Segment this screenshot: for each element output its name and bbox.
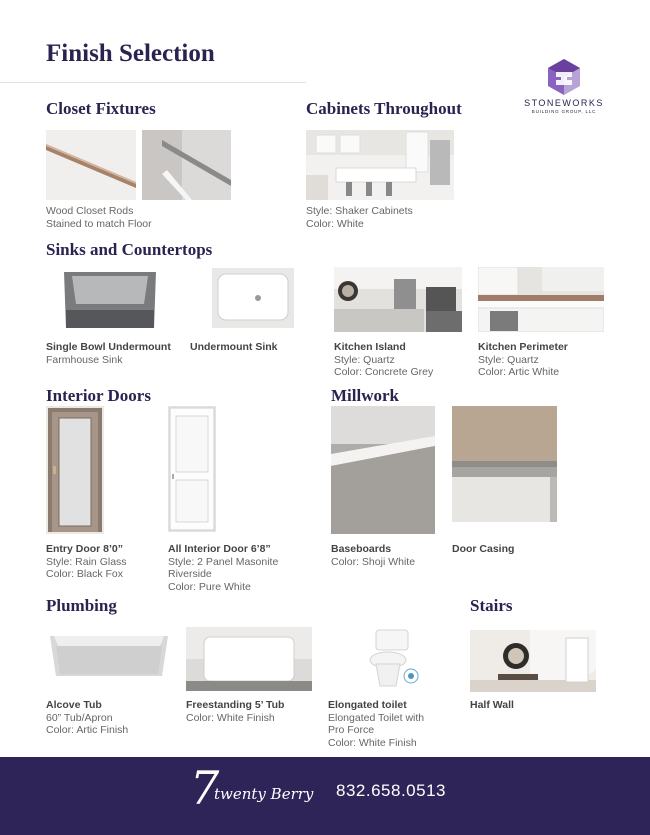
kitchen-island-image bbox=[334, 267, 462, 332]
kitchen-island-line-1: Style: Quartz bbox=[334, 353, 395, 366]
page-title: Finish Selection bbox=[46, 40, 215, 67]
closet-caption bbox=[46, 205, 152, 230]
kitchen-perimeter-line-2: Color: Artic White bbox=[478, 366, 560, 378]
toilet-line-1: Elongated Toilet with bbox=[328, 711, 425, 724]
footer-numeral: 7 bbox=[190, 761, 220, 815]
alcove-tub-line-1: 60” Tub/Apron bbox=[46, 711, 113, 724]
toilet-line-3: Color: White Finish bbox=[328, 736, 417, 749]
entry-door-caption bbox=[46, 543, 127, 581]
kitchen-perimeter-title: Kitchen Perimeter bbox=[478, 341, 568, 353]
kitchen-island-line-2: Color: Concrete Grey bbox=[334, 366, 434, 378]
farmhouse-sink-image bbox=[58, 268, 162, 332]
closet-rod-image bbox=[46, 130, 136, 200]
interior-door-image bbox=[168, 406, 216, 532]
entry-door-line-2: Color: Black Fox bbox=[46, 568, 124, 580]
logo-subtitle: BUILDING GROUP, LLC bbox=[531, 109, 597, 114]
interior-door-line-3: Color: Pure White bbox=[168, 580, 251, 593]
freestanding-tub-caption bbox=[186, 699, 284, 724]
kitchen-perimeter-line-1: Style: Quartz bbox=[478, 353, 539, 366]
logo-name: STONEWORKS bbox=[524, 98, 604, 108]
interior-door-title: All Interior Door 6’8” bbox=[168, 543, 271, 555]
section-interior-doors: Interior Doors bbox=[46, 386, 151, 405]
stoneworks-logo-mark-icon bbox=[545, 58, 583, 96]
interior-door-line-2: Riverside bbox=[168, 568, 212, 580]
alcove-tub-image bbox=[46, 632, 172, 680]
title-divider bbox=[0, 82, 306, 83]
farmhouse-sink-title: Single Bowl Undermount bbox=[46, 341, 171, 353]
half-wall-image bbox=[470, 630, 596, 692]
section-sinks-countertops: Sinks and Countertops bbox=[46, 240, 213, 259]
freestanding-tub-line-1: Color: White Finish bbox=[186, 711, 275, 724]
freestanding-tub-title: Freestanding 5’ Tub bbox=[186, 699, 285, 711]
freestanding-tub-image bbox=[186, 627, 312, 691]
kitchen-island-title: Kitchen Island bbox=[334, 341, 406, 353]
footer-bar bbox=[0, 757, 650, 835]
undermount-sink-title: Undermount Sink bbox=[190, 341, 278, 353]
cabinets-line-2: Color: White bbox=[306, 217, 364, 230]
footer-phone: 832.658.0513 bbox=[336, 781, 446, 800]
farmhouse-sink-line-1: Farmhouse Sink bbox=[46, 353, 123, 366]
entry-door-line-1: Style: Rain Glass bbox=[46, 555, 127, 568]
undermount-sink-caption bbox=[190, 341, 278, 354]
baseboards-caption bbox=[331, 543, 415, 568]
interior-door-caption bbox=[168, 543, 278, 593]
closet-rod-detail-image bbox=[142, 130, 231, 200]
kitchen-cabinets-image bbox=[306, 130, 454, 200]
stoneworks-logo bbox=[520, 58, 608, 120]
kitchen-perimeter-image bbox=[478, 267, 604, 332]
interior-door-line-1: Style: 2 Panel Masonite bbox=[168, 555, 279, 568]
toilet-line-2: Pro Force bbox=[328, 724, 375, 736]
section-plumbing: Plumbing bbox=[46, 596, 117, 615]
farmhouse-sink-caption bbox=[46, 341, 171, 366]
alcove-tub-caption bbox=[46, 699, 128, 737]
closet-line-1: Wood Closet Rods bbox=[46, 205, 134, 217]
section-millwork: Millwork bbox=[331, 386, 399, 405]
section-stairs: Stairs bbox=[470, 596, 513, 615]
half-wall-title: Half Wall bbox=[470, 699, 514, 711]
section-closet-fixtures: Closet Fixtures bbox=[46, 99, 156, 118]
section-cabinets: Cabinets Throughout bbox=[306, 99, 462, 118]
footer-brand: twenty Berry bbox=[214, 785, 314, 803]
cabinets-caption bbox=[306, 205, 413, 230]
baseboards-title: Baseboards bbox=[331, 543, 392, 555]
kitchen-perimeter-caption bbox=[478, 341, 568, 379]
baseboards-line-1: Color: Shoji White bbox=[331, 555, 416, 568]
toilet-title: Elongated toilet bbox=[328, 699, 407, 711]
alcove-tub-title: Alcove Tub bbox=[46, 699, 102, 711]
door-casing-image bbox=[452, 406, 557, 522]
alcove-tub-line-2: Color: Artic Finish bbox=[46, 724, 129, 736]
undermount-sink-image bbox=[212, 268, 294, 328]
kitchen-island-caption bbox=[334, 341, 433, 379]
entry-door-title: Entry Door 8’0” bbox=[46, 543, 124, 555]
cabinets-line-1: Style: Shaker Cabinets bbox=[306, 205, 413, 217]
toilet-caption bbox=[328, 699, 424, 749]
door-casing-caption bbox=[452, 543, 514, 556]
door-casing-title: Door Casing bbox=[452, 543, 515, 555]
closet-line-2: Stained to match Floor bbox=[46, 217, 152, 230]
toilet-image bbox=[366, 628, 420, 692]
baseboards-image bbox=[331, 406, 435, 534]
half-wall-caption bbox=[470, 699, 514, 712]
entry-door-image bbox=[46, 406, 104, 534]
